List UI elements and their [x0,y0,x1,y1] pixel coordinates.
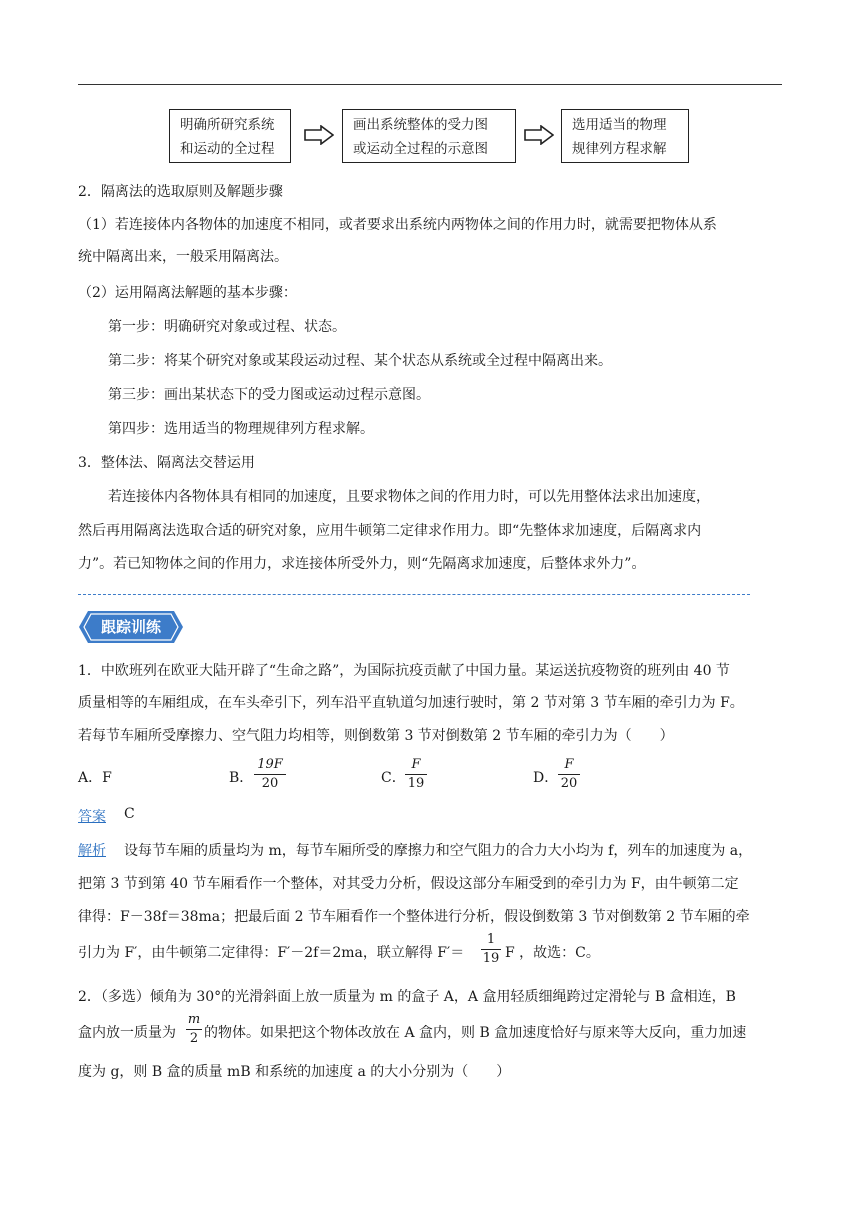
step-1: 第一步：明确研究对象或过程、状态。 [108,319,346,335]
q1-option-b-den: 20 [261,776,279,791]
step-3: 第三步：画出某状态下的受力图或运动过程示意图。 [108,387,430,403]
section-3-line2: 然后再用隔离法选取合适的研究对象，应用牛顿第二定律求作用力。即“先整体求加速度，后隔离求内 [78,523,702,539]
analysis-line4b: F ，故选：C。 [505,945,600,961]
q1-option-d-num: F [564,757,574,772]
badge-label: 跟踪训练 [100,618,161,636]
q1-option-c-fraction [405,757,427,792]
q1-option-c-label: C． [381,770,406,786]
q1-option-a: A．F [78,770,112,786]
section-3-heading: 3．整体法、隔离法交替运用 [78,455,255,471]
analysis-fraction-den: 19 [482,951,500,966]
analysis-line2: 把第 3 节到第 40 节车厢看作一个整体，对其受力分析，假设这部分车厢受到的牵引力为 F，由牛顿第二定 [78,876,739,892]
analysis-line3: 律得：F－38f＝38ma；把最后面 2 节车厢看作一个整体进行分析，假设倒数第 3 节对倒数第 2 节车厢的牵 [78,909,750,925]
q1-line3: 若每节车厢所受摩擦力、空气阻力均相等，则倒数第 3 节对倒数第 2 节车厢的牵引力为（ ） [78,728,674,744]
q1-option-d-fraction [558,757,580,792]
section-2-p1-line2: 统中隔离出来，一般采用隔离法。 [78,249,288,265]
analysis-fraction [481,932,501,967]
analysis-label: 解析 [78,843,106,859]
q2-fraction [186,1012,202,1047]
flow-box-1-line2: 和运动的全过程 [180,141,275,157]
q1-option-b-label: B． [229,770,254,786]
flow-box-3-line2: 规律列方程求解 [572,141,667,157]
q1-line2: 质量相等的车厢组成，在车头牵引下，列车沿平直轨道匀加速行驶时，第 2 节对第 3 节车厢的牵引力为 F。 [78,695,744,711]
q2-line1: 2．（多选）倾角为 30°的光滑斜面上放一质量为 m 的盒子 A，A 盒用轻质细绳跨过定滑轮与 B 盒相连，B [78,989,736,1005]
section-3-line1: 若连接体内各物体具有相同的加速度，且要求物体之间的作用力时，可以先用整体法求出加速度， [108,489,710,505]
flow-box-1 [169,109,291,163]
flow-box-1-line1: 明确所研究系统 [180,117,275,133]
q1-line1: 1．中欧班列在欧亚大陆开辟了“生命之路”，为国际抗疫贡献了中国力量。某运送抗疫物资的班列由 40 节 [78,663,730,679]
q1-option-d-label: D． [533,770,559,786]
flow-arrow-icon-1 [304,125,334,145]
q1-option-c-num: F [411,757,421,772]
flow-box-3 [561,109,689,163]
q1-option-c-den: 19 [407,776,425,791]
q1-option-d-den: 20 [560,776,578,791]
section-2-heading: 2．隔离法的选取原则及解题步骤 [78,184,283,200]
flow-box-2 [342,109,516,163]
answer-label: 答案 [78,809,106,825]
q2-line2b: 的物体。如果把这个物体改放在 A 盒内，则 B 盒加速度恰好与原来等大反向，重力加速 [204,1025,747,1041]
q2-line3: 度为 g，则 B 盒的质量 mB 和系统的加速度 a 的大小分别为（ ） [78,1064,511,1080]
q2-fraction-den: 2 [189,1031,199,1046]
analysis-fraction-num: 1 [486,932,496,947]
step-4: 第四步：选用适当的物理规律列方程求解。 [108,421,374,437]
section-divider [78,594,750,595]
q2-line2a: 盒内放一质量为 [78,1025,176,1041]
header-rule [78,84,782,85]
flow-box-2-line2: 或运动全过程的示意图 [353,141,488,157]
analysis-line1: 设每节车厢的质量均为 m，每节车厢所受的摩擦力和空气阻力的合力大小均为 f，列车的加速度为 a， [124,843,753,859]
section-2-p1-line1: （1）若连接体内各物体的加速度不相同，或者要求出系统内两物体之间的作用力时，就需要把物体从系 [78,217,717,233]
flow-box-2-line1: 画出系统整体的受力图 [353,117,488,133]
step-2: 第二步：将某个研究对象或某段运动过程、某个状态从系统或全过程中隔离出来。 [108,353,612,369]
analysis-line4a: 引力为 F′，由牛顿第二定律得：F′－2f＝2ma，联立解得 F′＝ [78,945,465,961]
section-3-line3: 力”。若已知物体之间的作用力，求连接体所受外力，则“先隔离求加速度，后整体求外力”。 [78,556,646,572]
q2-fraction-num: m [187,1012,201,1027]
section-2-p2: （2）运用隔离法解题的基本步骤： [78,285,297,301]
q1-option-b-num: 19F [257,757,283,772]
flow-arrow-icon-2 [524,125,554,145]
q1-option-b-fraction [254,757,286,792]
answer-value: C [124,806,135,822]
flow-box-3-line1: 选用适当的物理 [572,117,667,133]
